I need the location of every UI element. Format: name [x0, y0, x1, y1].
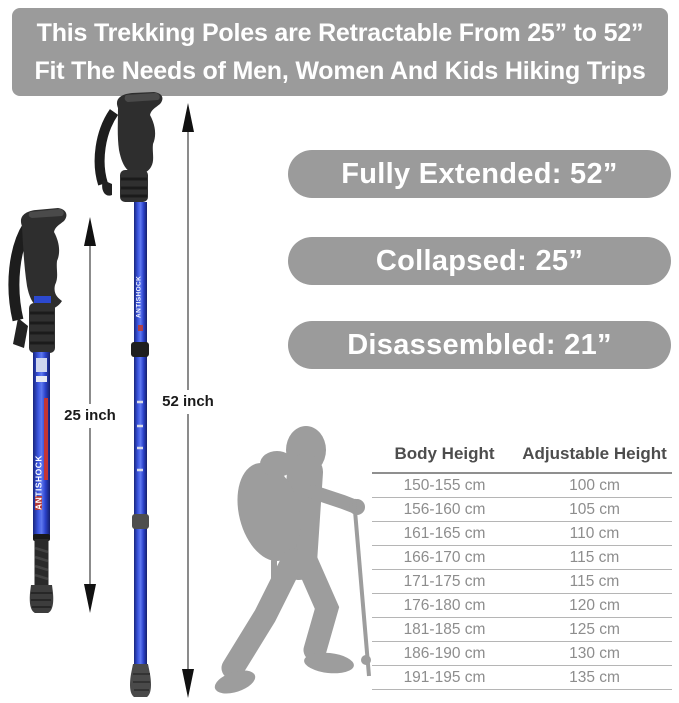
pole-shaft	[134, 202, 147, 664]
adjustable-height-cell: 115 cm	[517, 570, 672, 594]
badge-collapsed: Collapsed: 25”	[288, 237, 671, 285]
badge-disassembled: Disassembled: 21”	[288, 321, 671, 369]
hiker-front-leg	[305, 558, 327, 650]
shaft-label-small	[36, 376, 47, 382]
hiker-pole	[354, 499, 369, 676]
pole-brand-print: ANTISHOCK	[135, 275, 143, 318]
table-row	[372, 642, 672, 666]
table-row	[372, 666, 672, 690]
wrist-strap-tail	[102, 180, 112, 196]
arrow-down-icon	[84, 584, 96, 613]
pole-brand-print: ANTISHOCK	[33, 454, 44, 510]
pole-handle	[21, 208, 66, 310]
badge-fully-extended: Fully Extended: 52”	[288, 150, 671, 198]
adjustable-height-cell: 130 cm	[517, 642, 672, 666]
col-header-adjustable-height: Adjustable Height	[517, 444, 672, 473]
body-height-cell: 171-175 cm	[372, 570, 517, 594]
table-row	[372, 618, 672, 642]
pole-handle	[117, 92, 162, 174]
shaft-red-stripe	[44, 398, 48, 480]
title-banner	[12, 8, 668, 96]
table-row	[372, 522, 672, 546]
banner-line-2: Fit The Needs of Men, Women And Kids Hiking Trips	[34, 57, 646, 85]
adjustable-height-cell: 100 cm	[517, 473, 672, 498]
hiker-backpack-top	[260, 451, 294, 477]
adjustable-height-cell: 105 cm	[517, 498, 672, 522]
body-height-cell: 186-190 cm	[372, 642, 517, 666]
wrist-strap	[100, 112, 114, 184]
arrow-down-icon	[182, 669, 194, 698]
hiker-pole-basket	[361, 655, 371, 665]
shaft-red-mark	[138, 325, 143, 331]
adjustable-height-cell: 120 cm	[517, 594, 672, 618]
lock-collar-lower	[132, 514, 149, 529]
banner-line-1: This Trekking Poles are Retractable From 25” to 52”	[36, 19, 644, 47]
hiker-back-leg	[233, 560, 293, 668]
table-row	[372, 473, 672, 498]
hiker-silhouette	[213, 420, 383, 703]
extended-length-label: 52 inch	[148, 390, 228, 414]
table-row	[372, 498, 672, 522]
body-height-cell: 191-195 cm	[372, 666, 517, 690]
table-header-row	[372, 444, 672, 473]
body-height-cell: 156-160 cm	[372, 498, 517, 522]
arrow-up-icon	[182, 103, 194, 132]
body-height-cell: 181-185 cm	[372, 618, 517, 642]
adjustable-height-cell: 135 cm	[517, 666, 672, 690]
rubber-tip	[130, 664, 151, 697]
arrow-up-icon	[84, 217, 96, 246]
adjustable-height-cell: 110 cm	[517, 522, 672, 546]
adjustable-height-cell: 115 cm	[517, 546, 672, 570]
table-row	[372, 594, 672, 618]
wrist-strap-tail	[13, 318, 28, 348]
lock-collar-upper	[131, 342, 149, 357]
collapsed-length-label: 25 inch	[50, 404, 130, 428]
table-row	[372, 570, 672, 594]
body-height-cell: 166-170 cm	[372, 546, 517, 570]
body-height-cell: 176-180 cm	[372, 594, 517, 618]
adjustable-height-cell: 125 cm	[517, 618, 672, 642]
col-header-body-height: Body Height	[372, 444, 517, 473]
size-table	[372, 444, 672, 690]
body-height-cell: 150-155 cm	[372, 473, 517, 498]
table-row	[372, 546, 672, 570]
shaft-label	[36, 358, 47, 372]
foam-grip	[29, 303, 55, 353]
body-height-cell: 161-165 cm	[372, 522, 517, 546]
